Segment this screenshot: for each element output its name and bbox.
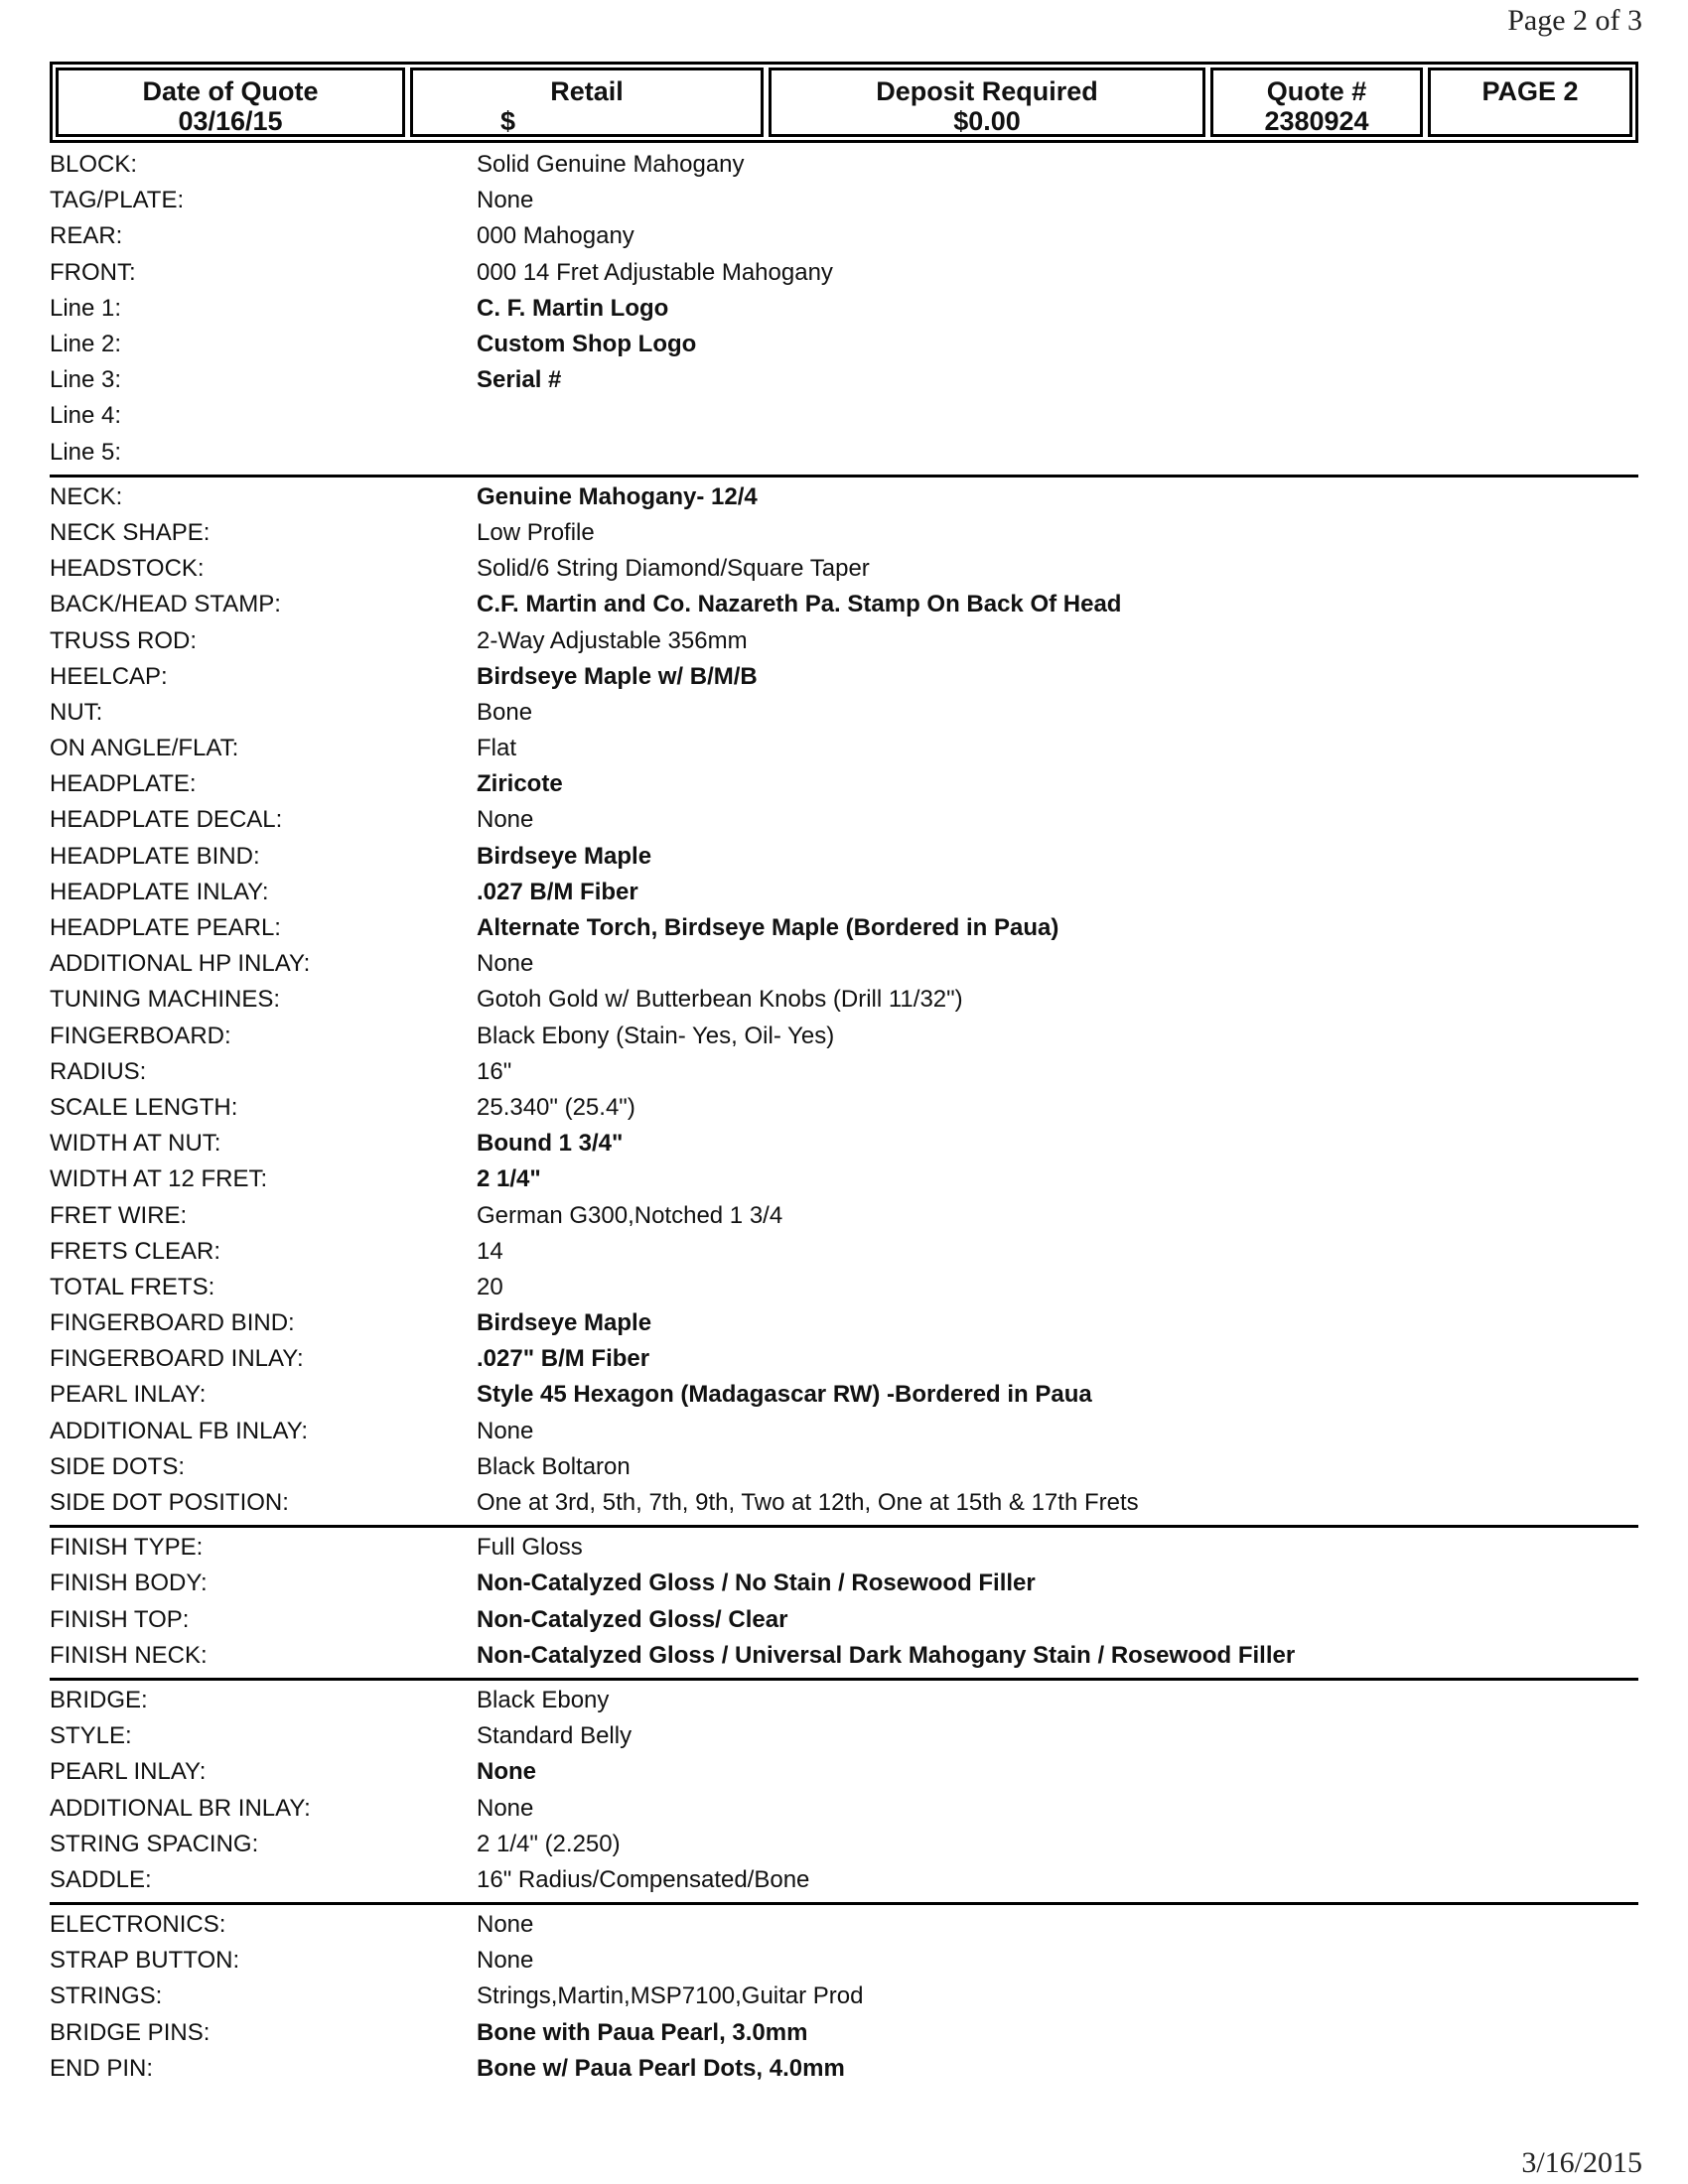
spec-label: HEADPLATE BIND: bbox=[50, 842, 260, 870]
spec-value: Birdseye Maple bbox=[477, 842, 652, 870]
spec-value: None bbox=[477, 1794, 534, 1822]
spec-section bbox=[50, 1681, 1638, 1905]
spec-label: Line 3: bbox=[50, 366, 122, 394]
spec-value: .027 B/M Fiber bbox=[477, 878, 638, 905]
spec-row bbox=[50, 291, 1638, 327]
spec-row bbox=[50, 1090, 1638, 1126]
spec-row bbox=[50, 515, 1638, 551]
spec-label: STRINGS: bbox=[50, 1982, 163, 2010]
spec-row bbox=[50, 551, 1638, 587]
spec-row bbox=[50, 147, 1638, 183]
spec-value: C.F. Martin and Co. Nazareth Pa. Stamp On Back Of Head bbox=[477, 591, 1122, 618]
spec-value: 16" Radius/Compensated/Bone bbox=[477, 1865, 810, 1893]
spec-label: FINGERBOARD BIND: bbox=[50, 1309, 295, 1337]
spec-row bbox=[50, 875, 1638, 910]
spec-row bbox=[50, 587, 1638, 622]
spec-row bbox=[50, 982, 1638, 1018]
spec-value: Genuine Mahogany- 12/4 bbox=[477, 482, 758, 510]
spec-section bbox=[50, 1528, 1638, 1681]
spec-label: PEARL INLAY: bbox=[50, 1758, 207, 1786]
spec-row bbox=[50, 183, 1638, 218]
quote-number-label: Quote # bbox=[1266, 76, 1367, 106]
spec-label: BLOCK: bbox=[50, 151, 138, 179]
deposit-required-value: $0.00 bbox=[953, 106, 1021, 136]
retail-value: $ bbox=[500, 106, 516, 136]
spec-label: HEELCAP: bbox=[50, 662, 168, 690]
page-label: PAGE 2 bbox=[1481, 76, 1579, 106]
spec-row bbox=[50, 1602, 1638, 1638]
spec-sheet bbox=[50, 145, 1638, 2091]
spec-row bbox=[50, 839, 1638, 875]
spec-label: Line 1: bbox=[50, 294, 122, 322]
spec-value: Serial # bbox=[477, 366, 562, 394]
spec-label: HEADPLATE: bbox=[50, 770, 197, 798]
deposit-required-cell bbox=[769, 68, 1205, 137]
spec-value: C. F. Martin Logo bbox=[477, 294, 669, 322]
spec-label: REAR: bbox=[50, 222, 123, 250]
spec-label: BACK/HEAD STAMP: bbox=[50, 591, 281, 618]
spec-row bbox=[50, 1161, 1638, 1197]
spec-value: Standard Belly bbox=[477, 1722, 633, 1750]
spec-label: FRET WIRE: bbox=[50, 1201, 188, 1229]
spec-label: NECK: bbox=[50, 482, 123, 510]
spec-label: SIDE DOT POSITION: bbox=[50, 1489, 289, 1517]
spec-value: Full Gloss bbox=[477, 1534, 583, 1562]
spec-label: STRING SPACING: bbox=[50, 1830, 259, 1857]
spec-value: Solid Genuine Mahogany bbox=[477, 151, 745, 179]
date-of-quote-label: Date of Quote bbox=[142, 76, 319, 106]
quote-header bbox=[50, 62, 1638, 143]
spec-label: PEARL INLAY: bbox=[50, 1381, 207, 1409]
spec-row bbox=[50, 327, 1638, 362]
spec-row bbox=[50, 1377, 1638, 1413]
spec-label: FRONT: bbox=[50, 258, 136, 286]
spec-label: ADDITIONAL FB INLAY: bbox=[50, 1417, 309, 1444]
spec-value: Bone with Paua Pearl, 3.0mm bbox=[477, 2018, 808, 2046]
spec-value: Birdseye Maple w/ B/M/B bbox=[477, 662, 758, 690]
spec-row bbox=[50, 2015, 1638, 2051]
spec-value: 14 bbox=[477, 1237, 503, 1265]
spec-row bbox=[50, 1126, 1638, 1161]
spec-value: None bbox=[477, 187, 534, 214]
spec-value: None bbox=[477, 806, 534, 834]
spec-label: Line 4: bbox=[50, 402, 122, 430]
spec-value: 000 Mahogany bbox=[477, 222, 634, 250]
spec-row bbox=[50, 622, 1638, 658]
spec-value: Flat bbox=[477, 735, 517, 762]
spec-label: STYLE: bbox=[50, 1722, 132, 1750]
spec-row bbox=[50, 1414, 1638, 1449]
date-of-quote-cell bbox=[56, 68, 405, 137]
spec-label: ELECTRONICS: bbox=[50, 1911, 226, 1939]
spec-label: WIDTH AT NUT: bbox=[50, 1130, 221, 1158]
spec-row bbox=[50, 659, 1638, 695]
spec-label: Line 2: bbox=[50, 331, 122, 358]
print-date: 3/16/2015 bbox=[1521, 2146, 1642, 2179]
spec-label: FINISH TYPE: bbox=[50, 1534, 204, 1562]
spec-value: One at 3rd, 5th, 7th, 9th, Two at 12th, One at 15th & 17th Frets bbox=[477, 1489, 1139, 1517]
spec-value: Strings,Martin,MSP7100,Guitar Prod bbox=[477, 1982, 864, 2010]
spec-value: Black Boltaron bbox=[477, 1452, 631, 1480]
spec-row bbox=[50, 1019, 1638, 1054]
spec-label: TAG/PLATE: bbox=[50, 187, 185, 214]
spec-row bbox=[50, 1979, 1638, 2014]
spec-value: None bbox=[477, 1947, 534, 1975]
spec-value: 000 14 Fret Adjustable Mahogany bbox=[477, 258, 833, 286]
spec-row bbox=[50, 435, 1638, 471]
quote-number-cell bbox=[1210, 68, 1423, 137]
spec-value: Bone bbox=[477, 698, 533, 726]
spec-value: Solid/6 String Diamond/Square Taper bbox=[477, 555, 870, 583]
spec-row bbox=[50, 218, 1638, 254]
spec-row bbox=[50, 255, 1638, 291]
spec-row bbox=[50, 695, 1638, 731]
spec-label: SADDLE: bbox=[50, 1865, 152, 1893]
spec-label: BRIDGE: bbox=[50, 1686, 148, 1713]
spec-row bbox=[50, 1754, 1638, 1790]
spec-value: Birdseye Maple bbox=[477, 1309, 652, 1337]
spec-value: German G300,Notched 1 3/4 bbox=[477, 1201, 783, 1229]
spec-label: TOTAL FRETS: bbox=[50, 1273, 215, 1300]
spec-value: None bbox=[477, 1417, 534, 1444]
retail-cell bbox=[410, 68, 764, 137]
spec-value: Bound 1 3/4" bbox=[477, 1130, 624, 1158]
spec-row bbox=[50, 1907, 1638, 1943]
spec-value: 2 1/4" bbox=[477, 1165, 541, 1193]
spec-row bbox=[50, 1827, 1638, 1862]
spec-row bbox=[50, 946, 1638, 982]
spec-row bbox=[50, 1638, 1638, 1674]
spec-label: HEADPLATE INLAY: bbox=[50, 878, 269, 905]
spec-row bbox=[50, 2051, 1638, 2087]
spec-label: FRETS CLEAR: bbox=[50, 1237, 221, 1265]
spec-label: ADDITIONAL HP INLAY: bbox=[50, 950, 311, 978]
spec-label: TUNING MACHINES: bbox=[50, 986, 281, 1014]
quote-number-value: 2380924 bbox=[1264, 106, 1369, 136]
spec-row bbox=[50, 1234, 1638, 1270]
spec-value: 20 bbox=[477, 1273, 503, 1300]
spec-row bbox=[50, 1270, 1638, 1305]
spec-row bbox=[50, 1197, 1638, 1233]
spec-row bbox=[50, 802, 1638, 838]
spec-label: WIDTH AT 12 FRET: bbox=[50, 1165, 268, 1193]
spec-label: HEADSTOCK: bbox=[50, 555, 205, 583]
spec-value: Black Ebony bbox=[477, 1686, 610, 1713]
spec-value: Custom Shop Logo bbox=[477, 331, 697, 358]
spec-row bbox=[50, 1943, 1638, 1979]
spec-value: Bone w/ Paua Pearl Dots, 4.0mm bbox=[477, 2054, 845, 2082]
spec-label: STRAP BUTTON: bbox=[50, 1947, 240, 1975]
spec-row bbox=[50, 1862, 1638, 1898]
spec-value: Black Ebony (Stain- Yes, Oil- Yes) bbox=[477, 1022, 835, 1049]
spec-row bbox=[50, 1485, 1638, 1521]
spec-label: HEADPLATE PEARL: bbox=[50, 914, 281, 942]
spec-label: ADDITIONAL BR INLAY: bbox=[50, 1794, 311, 1822]
spec-value: .027" B/M Fiber bbox=[477, 1345, 650, 1373]
spec-label: FINISH NECK: bbox=[50, 1641, 208, 1669]
spec-section bbox=[50, 478, 1638, 1528]
spec-row bbox=[50, 1683, 1638, 1718]
spec-row bbox=[50, 1305, 1638, 1341]
spec-row bbox=[50, 479, 1638, 515]
spec-section bbox=[50, 1905, 1638, 2091]
spec-section bbox=[50, 145, 1638, 478]
spec-row bbox=[50, 362, 1638, 398]
spec-value: Non-Catalyzed Gloss / No Stain / Rosewood Filler bbox=[477, 1570, 1036, 1597]
page-label-cell bbox=[1428, 68, 1632, 137]
spec-label: NUT: bbox=[50, 698, 103, 726]
page-indicator: Page 2 of 3 bbox=[1507, 4, 1642, 37]
spec-value: Gotoh Gold w/ Butterbean Knobs (Drill 11/32") bbox=[477, 986, 963, 1014]
spec-row bbox=[50, 1790, 1638, 1826]
spec-value: Ziricote bbox=[477, 770, 563, 798]
spec-label: BRIDGE PINS: bbox=[50, 2018, 211, 2046]
spec-row bbox=[50, 1449, 1638, 1485]
spec-label: SCALE LENGTH: bbox=[50, 1093, 238, 1121]
spec-value: Non-Catalyzed Gloss / Universal Dark Mahogany Stain / Rosewood Filler bbox=[477, 1641, 1296, 1669]
spec-label: RADIUS: bbox=[50, 1057, 147, 1085]
spec-value: None bbox=[477, 950, 534, 978]
retail-label: Retail bbox=[550, 76, 624, 106]
spec-value: 25.340" (25.4") bbox=[477, 1093, 635, 1121]
spec-label: FINISH TOP: bbox=[50, 1605, 190, 1633]
date-of-quote-value: 03/16/15 bbox=[178, 106, 283, 136]
spec-value: Non-Catalyzed Gloss/ Clear bbox=[477, 1605, 788, 1633]
spec-label: END PIN: bbox=[50, 2054, 154, 2082]
spec-row bbox=[50, 731, 1638, 766]
spec-label: Line 5: bbox=[50, 438, 122, 466]
spec-row bbox=[50, 1718, 1638, 1754]
spec-label: FINGERBOARD INLAY: bbox=[50, 1345, 304, 1373]
spec-value: 16" bbox=[477, 1057, 512, 1085]
spec-row bbox=[50, 398, 1638, 434]
spec-value: Low Profile bbox=[477, 518, 595, 546]
spec-row bbox=[50, 910, 1638, 946]
spec-label: HEADPLATE DECAL: bbox=[50, 806, 283, 834]
spec-label: NECK SHAPE: bbox=[50, 518, 211, 546]
spec-row bbox=[50, 1054, 1638, 1090]
spec-label: TRUSS ROD: bbox=[50, 626, 198, 654]
spec-value: 2 1/4" (2.250) bbox=[477, 1830, 621, 1857]
spec-row bbox=[50, 1341, 1638, 1377]
spec-value: None bbox=[477, 1758, 536, 1786]
spec-label: SIDE DOTS: bbox=[50, 1452, 186, 1480]
deposit-required-label: Deposit Required bbox=[876, 76, 1098, 106]
spec-value: Style 45 Hexagon (Madagascar RW) -Bordered in Paua bbox=[477, 1381, 1092, 1409]
spec-row bbox=[50, 766, 1638, 802]
spec-value: None bbox=[477, 1911, 534, 1939]
spec-label: FINISH BODY: bbox=[50, 1570, 208, 1597]
spec-value: Alternate Torch, Birdseye Maple (Bordered in Paua) bbox=[477, 914, 1059, 942]
spec-label: FINGERBOARD: bbox=[50, 1022, 231, 1049]
spec-label: ON ANGLE/FLAT: bbox=[50, 735, 239, 762]
spec-row bbox=[50, 1530, 1638, 1566]
spec-value: 2-Way Adjustable 356mm bbox=[477, 626, 748, 654]
spec-row bbox=[50, 1566, 1638, 1601]
